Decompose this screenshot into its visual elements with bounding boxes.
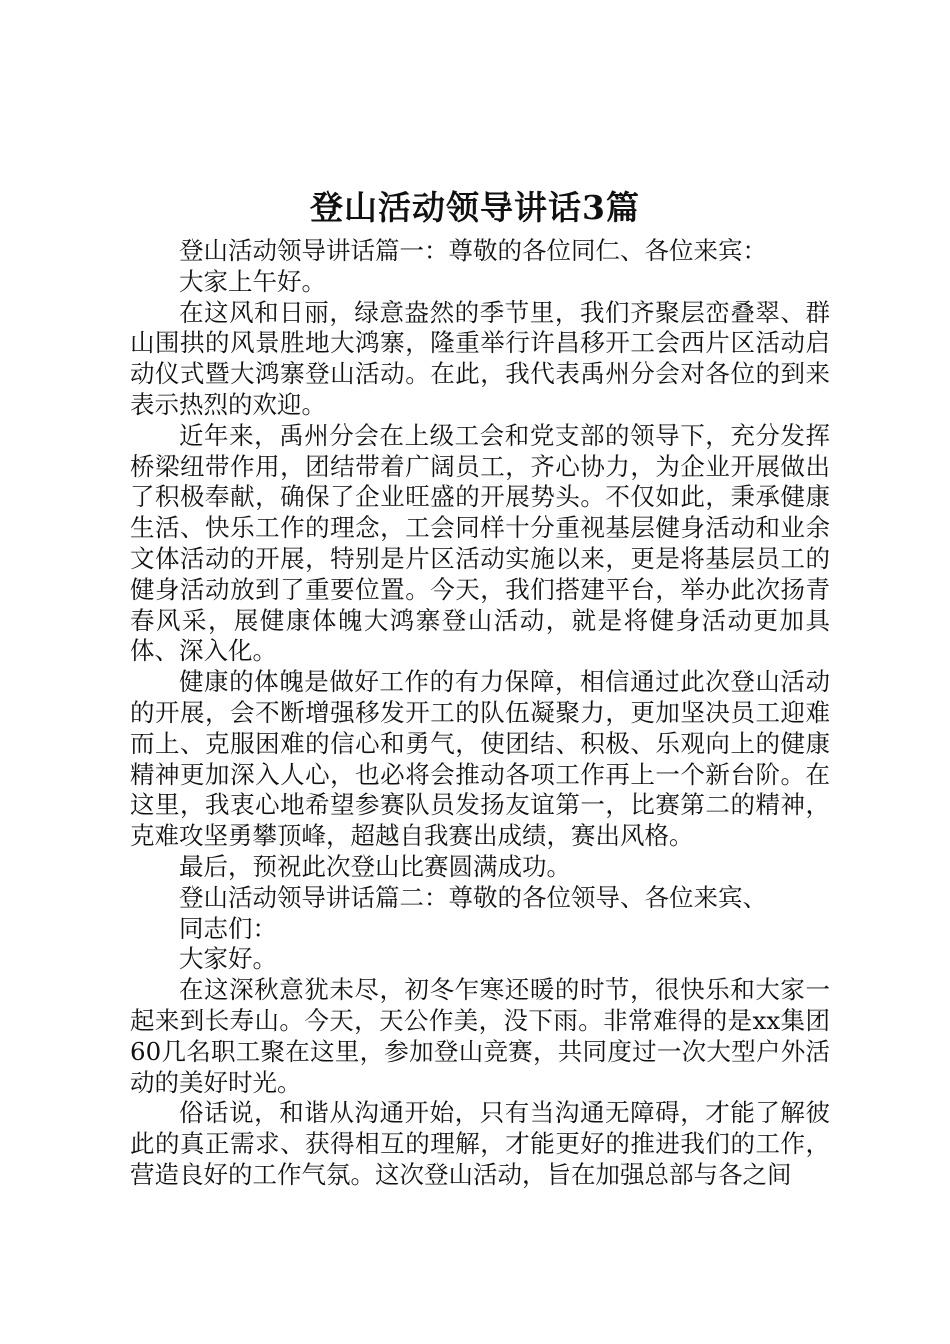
- document-body: [130, 236, 830, 1191]
- paragraph: 同志们：: [179, 913, 277, 943]
- paragraph: 大家上午好。: [179, 266, 326, 296]
- paragraph: 最后，预祝此次登山比赛圆满成功。: [179, 851, 571, 881]
- paragraph: 近年来，禹州分会在上级工会和党支部的领导下，充分发挥桥梁纽带作用，团结带着广阔员工，齐心协力，为企业开展做出了积极奉献，确保了企业旺盛的开展势头。不仅如此，秉承健康生活、快乐工作的理念，工会同样十分重视基层健身活动和业余文体活动的开展，特别是片区活动实施以来，更是将基层员工的健身活动放到了重要位置。今天，我们搭建平台，举办此次扬青春风采，展健康体魄大鸿寨登山活动，就是将健身活动更加具体、深入化。: [130, 420, 830, 666]
- paragraph: 在这风和日丽，绿意盎然的季节里，我们齐聚层峦叠翠、群山围拱的风景胜地大鸿寨，隆重举行许昌移开工会西片区活动启动仪式暨大鸿寨登山活动。在此，我代表禹州分会对各位的到来表示热烈的欢迎。: [130, 297, 830, 419]
- paragraph: 俗话说，和谐从沟通开始，只有当沟通无障碍，才能了解彼此的真正需求、获得相互的理解，才能更好的推进我们的工作，营造良好的工作气氛。这次登山活动，旨在加强总部与各之间: [130, 1098, 830, 1189]
- paragraph: 登山活动领导讲话篇二：尊敬的各位领导、各位来宾、: [179, 882, 767, 912]
- paragraph: 登山活动领导讲话篇一：尊敬的各位同仁、各位来宾：: [179, 236, 767, 265]
- paragraph: 大家好。: [179, 944, 277, 974]
- document-title: 登山活动领导讲话3篇: [310, 188, 640, 227]
- paragraph: 在这深秋意犹未尽，初冬乍寒还暖的时节，很快乐和大家一起来到长寿山。今天，天公作美，没下雨。非常难得的是xx集团60几名职工聚在这里，参加登山竞赛，共同度过一次大型户外活动的美好时光。: [130, 975, 830, 1097]
- paragraph: 健康的体魄是做好工作的有力保障，相信通过此次登山活动的开展，会不断增强移发开工的队伍凝聚力，更加坚决员工迎难而上、克服困难的信心和勇气，使团结、积极、乐观向上的健康精神更加深入人心，也必将会推动各项工作再上一个新台阶。在这里，我衷心地希望参赛队员发扬友谊第一，比赛第二的精神，克难攻坚勇攀顶峰，超越自我赛出成绩，赛出风格。: [130, 667, 830, 851]
